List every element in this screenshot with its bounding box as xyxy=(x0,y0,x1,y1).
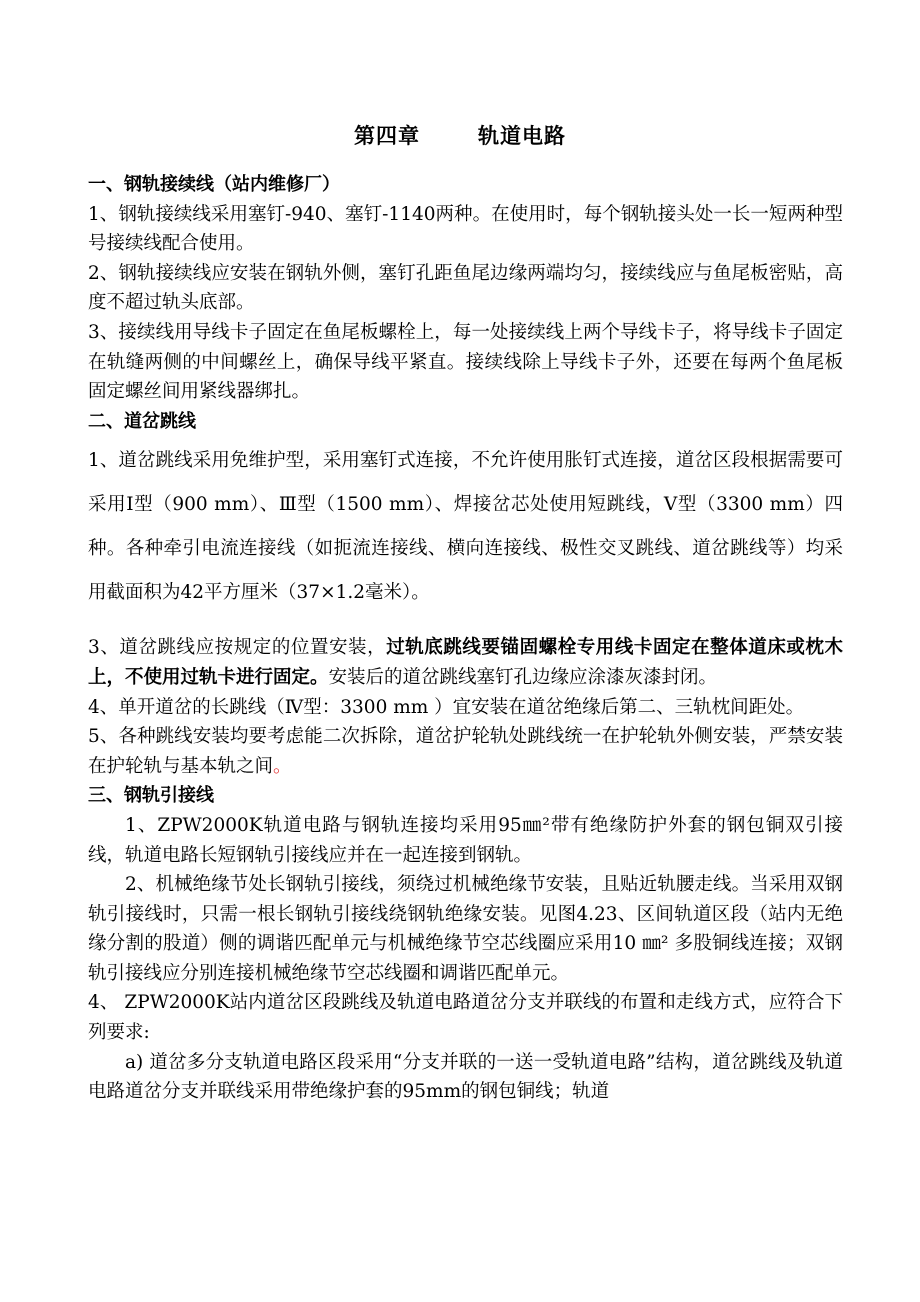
paragraph-text: 3、道岔跳线应按规定的位置安装， xyxy=(88,637,387,659)
document-body xyxy=(88,170,843,1107)
chapter-title xyxy=(0,120,920,150)
paragraph: 4、单开道岔的长跳线（Ⅳ型：3300 mm ）宜安装在道岔绝缘后第二、三轨枕间距处。 xyxy=(88,696,805,718)
section-heading: 二、道岔跳线 xyxy=(88,410,196,432)
paragraph: 3、接续线用导线卡子固定在鱼尾板螺栓上，每一处接续线上两个导线卡子，将导线卡子固定在轨缝两侧的中间螺丝上，确保导线平紧直。接续线除上导线卡子外，还要在每两个鱼尾板固定螺丝间用紧线器绑扎。 xyxy=(88,321,843,403)
bold-emphasis: 过轨底跳线要锚固螺栓专用线卡固定在整体道床或枕木上，不使用过轨卡进行固定。 xyxy=(88,637,843,688)
paragraph: 1、ZPW2000K轨道电路与钢轨连接均采用95㎜²带有绝缘防护外套的钢包铜双引接线，轨道电路长短钢轨引接线应并在一起连接到钢轨。 xyxy=(88,814,843,866)
paragraph: 2、机械绝缘节处长钢轨引接线，须绕过机械绝缘节安装，且贴近轨腰走线。当采用双钢轨引接线时，只需一根长钢轨引接线绕钢轨绝缘安装。见图4.23、区间轨道区段（站内无绝缘分割的股道）侧的调谐匹配单元与机械绝缘节空芯线圈应采用10 ㎜² 多股铜线连接；双钢轨引接线应分别连接机械绝缘节空芯线圈和调谐匹配单元。 xyxy=(88,874,843,984)
paragraph: 1、道岔跳线采用免维护型，采用塞钉式连接，不允许使用胀钉式连接，道岔区段根据需要可采用Ⅰ型（900 mm）、Ⅲ型（1500 mm）、焊接岔芯处使用短跳线，Ⅴ型（3300 mm）四种。各种牵引电流连接线（如扼流连接线、横向连接线、极性交叉跳线、道岔跳线等）均采用截面积为42平方厘米（37×1.2毫米）。 xyxy=(88,450,843,604)
chapter-name: 轨道电路 xyxy=(478,124,566,148)
paragraph: 1、钢轨接续线采用塞钉-940、塞钉-1140两种。在使用时，每个钢轨接头处一长一短两种型号接续线配合使用。 xyxy=(88,203,843,255)
paragraph: a) 道岔多分支轨道电路区段采用“分支并联的一送一受轨道电路”结构，道岔跳线及轨道电路道岔分支并联线采用带绝缘护套的95mm的钢包铜线；轨道 xyxy=(88,1051,843,1103)
paragraph xyxy=(88,633,843,692)
paragraph-text: 5、各种跳线安装均要考虑能二次拆除，道岔护轮轨处跳线统一在护轮轨外侧安装，严禁安装在护轮轨与基本轨之间 xyxy=(88,726,843,777)
section-heading: 三、钢轨引接线 xyxy=(88,785,214,807)
red-period: 。 xyxy=(273,755,292,777)
paragraph-text: 安装后的道岔跳线塞钉孔边缘应涂漆灰漆封闭。 xyxy=(328,666,718,688)
chapter-number: 第四章 xyxy=(354,124,420,148)
paragraph: 2、钢轨接续线应安装在钢轨外侧，塞钉孔距鱼尾边缘两端均匀，接续线应与鱼尾板密贴，高度不超过轨头底部。 xyxy=(88,262,843,314)
paragraph xyxy=(88,722,843,781)
paragraph: 4、 ZPW2000K站内道岔区段跳线及轨道电路道岔分支并联线的布置和走线方式，应符合下列要求: xyxy=(88,992,843,1044)
section-heading: 一、钢轨接续线（站内维修厂） xyxy=(88,174,340,195)
